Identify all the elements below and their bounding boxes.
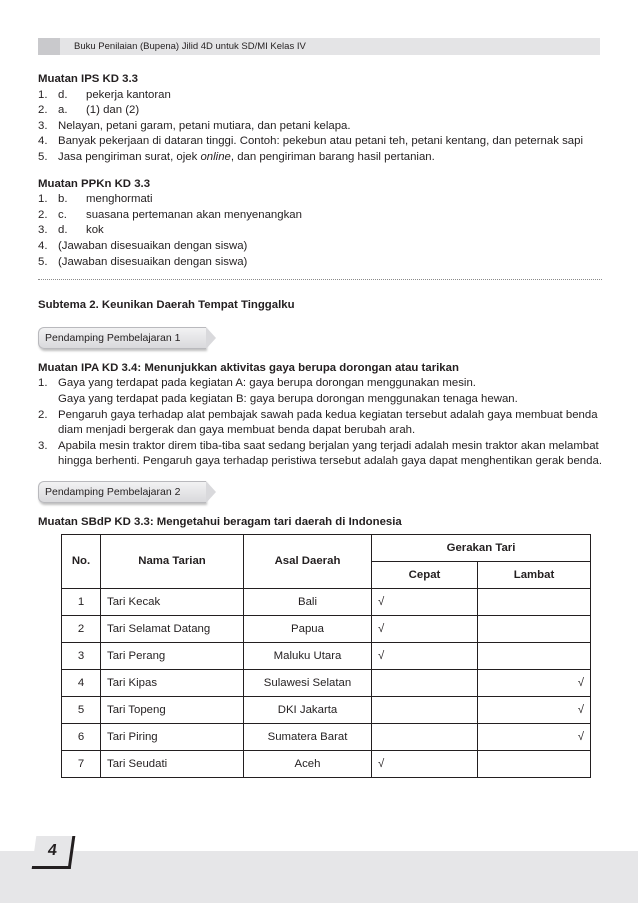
cell-lambat: √	[478, 697, 591, 724]
item-text: suasana pertemanan akan menyenangkan	[86, 208, 302, 221]
cell-nama: Tari Topeng	[101, 697, 244, 724]
item-number: 1.	[38, 193, 48, 206]
cell-lambat	[478, 589, 591, 616]
cell-lambat	[478, 751, 591, 778]
header-lambat: Lambat	[478, 562, 591, 589]
cell-asal: Papua	[244, 616, 372, 643]
pendamping-tag-2: Pendamping Pembelajaran 2	[38, 481, 206, 503]
ppkn-item	[38, 223, 602, 239]
item-number: 5.	[38, 150, 48, 163]
item-text: kok	[86, 224, 104, 237]
cell-asal: Sulawesi Selatan	[244, 670, 372, 697]
header-nama-tarian: Nama Tarian	[101, 535, 244, 589]
table-row	[62, 751, 591, 778]
item-letter: c.	[58, 208, 67, 221]
item-text: Nelayan, petani garam, petani mutiara, dan petani kelapa.	[58, 119, 351, 132]
cell-asal: DKI Jakarta	[244, 697, 372, 724]
item-letter: d.	[58, 224, 68, 237]
ips-item	[38, 134, 602, 150]
subtema-title: Subtema 2. Keunikan Daerah Tempat Tinggalku	[38, 299, 295, 312]
table-row	[62, 697, 591, 724]
item-text-italic: online	[200, 150, 231, 163]
item-text	[58, 376, 602, 407]
cell-cepat: √	[372, 589, 478, 616]
header-cepat: Cepat	[372, 562, 478, 589]
item-text-part: Jasa pengiriman surat, ojek	[58, 150, 201, 163]
ips-title: Muatan IPS KD 3.3	[38, 73, 139, 85]
item-line: Gaya yang terdapat pada kegiatan A: gaya berupa dorongan menggunakan mesin.	[58, 377, 476, 390]
cell-no: 3	[62, 643, 101, 670]
item-number: 3.	[38, 224, 48, 237]
ipa-item	[38, 376, 602, 407]
table-row	[62, 589, 591, 616]
item-letter: b.	[58, 193, 68, 206]
cell-no: 1	[62, 589, 101, 616]
ipa-item	[38, 439, 602, 470]
cell-cepat: √	[372, 643, 478, 670]
footer-band	[0, 851, 638, 903]
cell-lambat: √	[478, 724, 591, 751]
item-text-part: , dan pengiriman barang hasil pertanian.	[230, 150, 435, 163]
cell-lambat	[478, 616, 591, 643]
item-number: 1.	[38, 377, 48, 390]
header-gerakan-tari: Gerakan Tari	[372, 535, 591, 562]
item-number: 1.	[38, 88, 48, 101]
item-number: 5.	[38, 255, 48, 268]
item-text: Banyak pekerjaan di dataran tinggi. Contoh: pekebun atau petani teh, petani kentang, dan peternak sapi	[58, 135, 583, 148]
item-letter: a.	[58, 104, 68, 117]
dotted-divider	[38, 279, 602, 280]
item-number: 3.	[38, 439, 48, 452]
ppkn-item	[38, 239, 602, 255]
cell-no: 6	[62, 724, 101, 751]
item-text: (1) dan (2)	[86, 104, 140, 117]
ips-item	[38, 103, 602, 119]
item-text: (Jawaban disesuaikan dengan siswa)	[58, 239, 248, 252]
cell-cepat	[372, 670, 478, 697]
cell-no: 4	[62, 670, 101, 697]
ips-item	[38, 150, 602, 166]
table-row	[62, 724, 591, 751]
header-asal-daerah: Asal Daerah	[244, 535, 372, 589]
cell-lambat	[478, 643, 591, 670]
cell-no: 5	[62, 697, 101, 724]
ppkn-title: Muatan PPKn KD 3.3	[38, 177, 151, 190]
ppkn-item	[38, 192, 602, 208]
ipa-item	[38, 408, 602, 439]
item-text: pekerja kantoran	[86, 88, 171, 101]
item-number: 2.	[38, 408, 48, 421]
table-row	[62, 643, 591, 670]
cell-cepat: √	[372, 616, 478, 643]
table-row	[62, 616, 591, 643]
pendamping-tag-1: Pendamping Pembelajaran 1	[38, 327, 206, 349]
running-title: Buku Penilaian (Bupena) Jilid 4D untuk SD/MI Kelas IV	[74, 41, 306, 52]
cell-asal: Sumatera Barat	[244, 724, 372, 751]
item-number: 4.	[38, 239, 48, 252]
cell-lambat: √	[478, 670, 591, 697]
table-row	[62, 670, 591, 697]
item-number: 3.	[38, 119, 48, 132]
item-number: 2.	[38, 104, 48, 117]
item-text: menghormati	[86, 193, 153, 206]
ipa-title: Muatan IPA KD 3.4: Menunjukkan aktivitas gaya berupa dorongan atau tarikan	[38, 361, 459, 374]
cell-asal: Bali	[244, 589, 372, 616]
cell-cepat: √	[372, 751, 478, 778]
item-number: 4.	[38, 135, 48, 148]
item-letter: d.	[58, 88, 68, 101]
cell-no: 7	[62, 751, 101, 778]
page-content	[38, 72, 602, 778]
sbdp-title: Muatan SBdP KD 3.3: Mengetahui beragam tari daerah di Indonesia	[38, 515, 402, 528]
ppkn-item	[38, 255, 602, 271]
cell-nama: Tari Kecak	[101, 589, 244, 616]
item-text	[58, 150, 602, 166]
item-text: Apabila mesin traktor direm tiba-tiba saat sedang berjalan yang terjadi adalah mesin traktor akan melambat hingga berhenti. Pengaruh gaya terhadap peristiwa tersebut adalah gaya dapat menghentikan gerak benda.	[58, 439, 602, 468]
item-line: Gaya yang terdapat pada kegiatan B: gaya berupa dorongan menggunakan tenaga hewan.	[58, 392, 518, 405]
item-text: (Jawaban disesuaikan dengan siswa)	[58, 255, 248, 268]
cell-cepat	[372, 697, 478, 724]
item-text: Pengaruh gaya terhadap alat pembajak sawah pada kedua kegiatan tersebut adalah gaya membuat benda diam menjadi bergerak dan gaya membuat benda dapat berubah arah.	[58, 408, 598, 437]
header-accent	[38, 38, 60, 55]
cell-cepat	[372, 724, 478, 751]
cell-nama: Tari Perang	[101, 643, 244, 670]
ips-item	[38, 88, 602, 104]
cell-nama: Tari Seudati	[101, 751, 244, 778]
header-no: No.	[62, 535, 101, 589]
cell-nama: Tari Kipas	[101, 670, 244, 697]
ppkn-item	[38, 208, 602, 224]
cell-nama: Tari Selamat Datang	[101, 616, 244, 643]
page-number: 4	[32, 836, 76, 869]
cell-asal: Maluku Utara	[244, 643, 372, 670]
item-number: 2.	[38, 208, 48, 221]
cell-nama: Tari Piring	[101, 724, 244, 751]
cell-no: 2	[62, 616, 101, 643]
ips-item	[38, 119, 602, 135]
tari-table	[61, 534, 591, 778]
cell-asal: Aceh	[244, 751, 372, 778]
